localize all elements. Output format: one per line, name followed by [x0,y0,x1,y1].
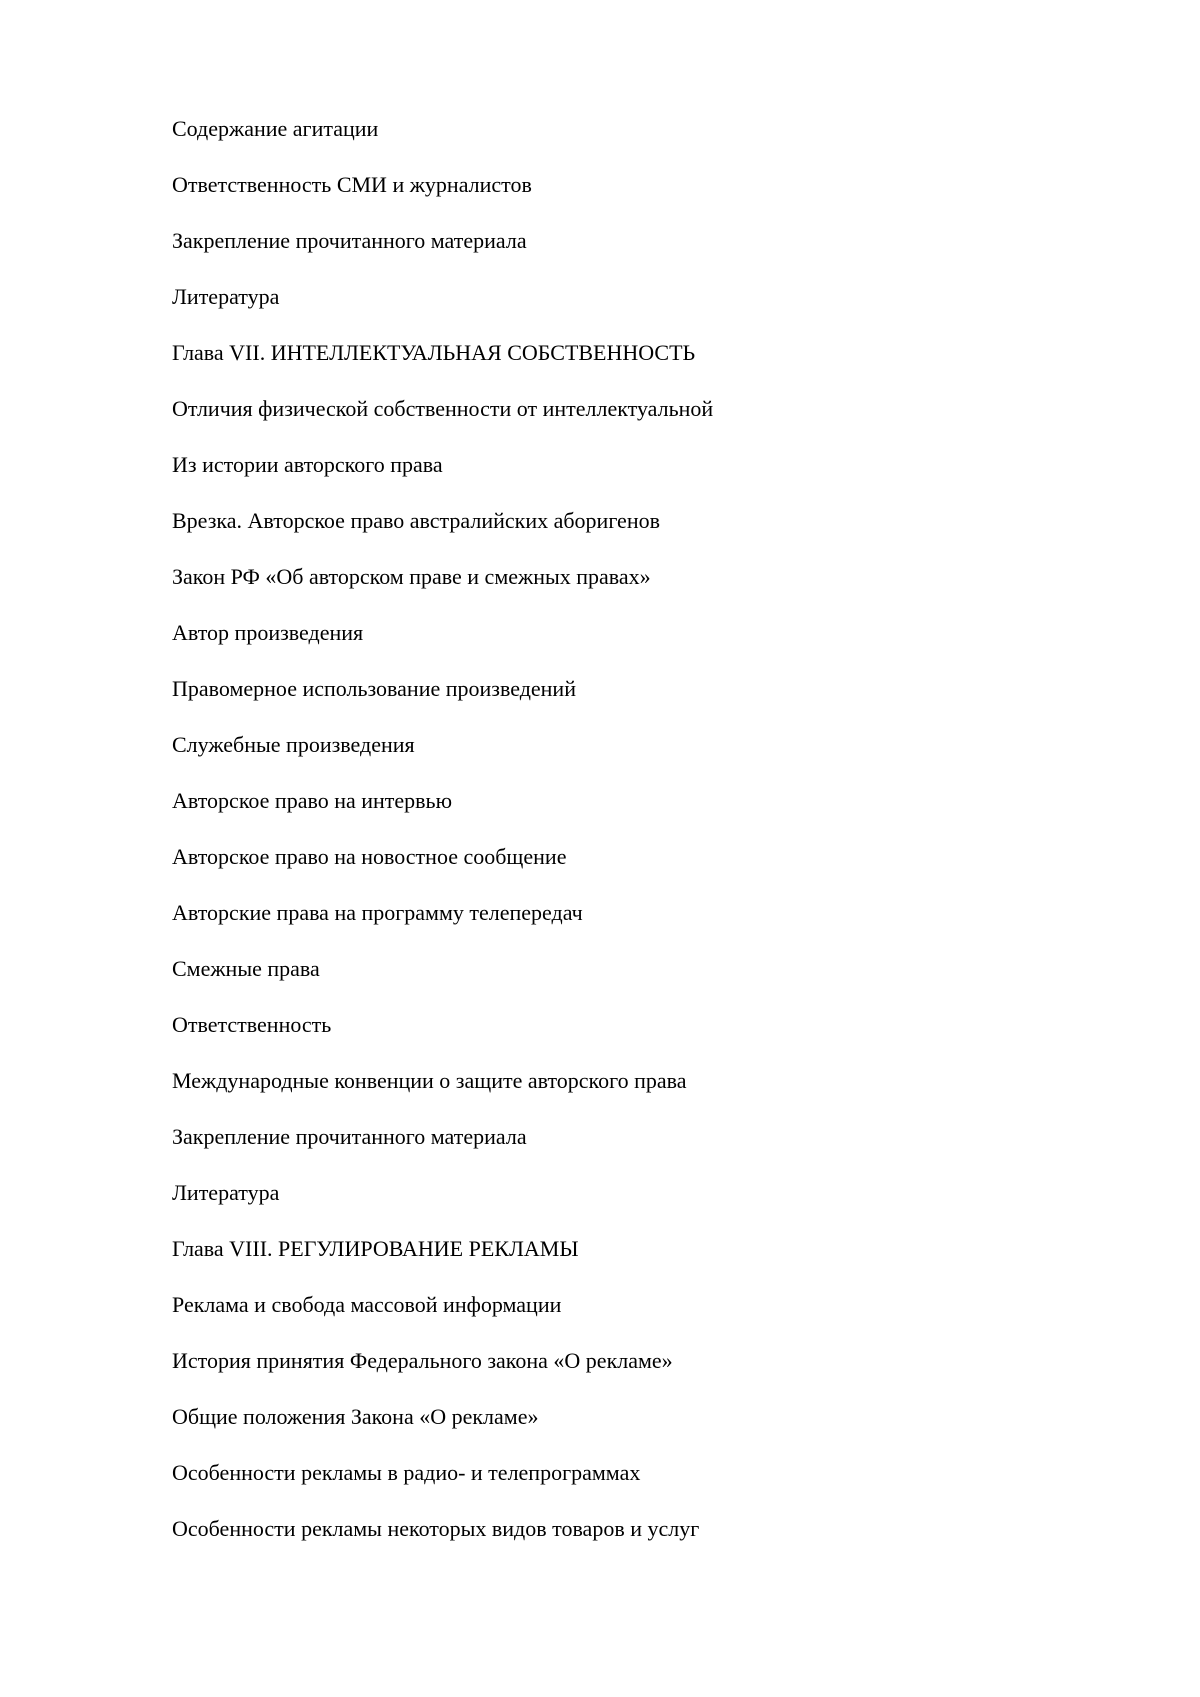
toc-entry: Авторское право на интервью [172,788,453,813]
toc-entry: Правомерное использование произведений [172,676,576,701]
toc-entry: Закрепление прочитанного материала [172,228,527,253]
toc-entry: Из истории авторского права [172,452,443,477]
toc-entry: Закрепление прочитанного материала [172,1124,527,1149]
toc-entry: Реклама и свобода массовой информации [172,1292,562,1317]
toc-entry: Международные конвенции о защите авторского права [172,1068,687,1093]
toc-entry: Авторское право на новостное сообщение [172,844,567,869]
table-of-contents [172,109,1152,1565]
toc-entry: Врезка. Авторское право австралийских аборигенов [172,508,660,533]
toc-entry: Содержание агитации [172,116,379,141]
toc-entry: Авторские права на программу телепередач [172,900,583,925]
toc-entry: Отличия физической собственности от интеллектуальной [172,396,714,421]
toc-chapter-heading: Глава VII. ИНТЕЛЛЕКТУАЛЬНАЯ СОБСТВЕННОСТЬ [172,340,696,365]
toc-entry: История принятия Федерального закона «О рекламе» [172,1348,673,1373]
toc-entry: Особенности рекламы некоторых видов товаров и услуг [172,1516,700,1541]
toc-entry: Служебные произведения [172,732,415,757]
toc-entry: Закон РФ «Об авторском праве и смежных правах» [172,564,651,589]
toc-entry: Ответственность [172,1012,332,1037]
toc-entry: Ответственность СМИ и журналистов [172,172,532,197]
toc-chapter-heading: Глава VIII. РЕГУЛИРОВАНИЕ РЕКЛАМЫ [172,1236,579,1261]
toc-entry: Особенности рекламы в радио- и телепрограммах [172,1460,641,1485]
toc-entry: Общие положения Закона «О рекламе» [172,1404,539,1429]
toc-entry: Литература [172,1180,280,1205]
toc-entry: Литература [172,284,280,309]
toc-entry: Автор произведения [172,620,364,645]
toc-entry: Смежные права [172,956,320,981]
